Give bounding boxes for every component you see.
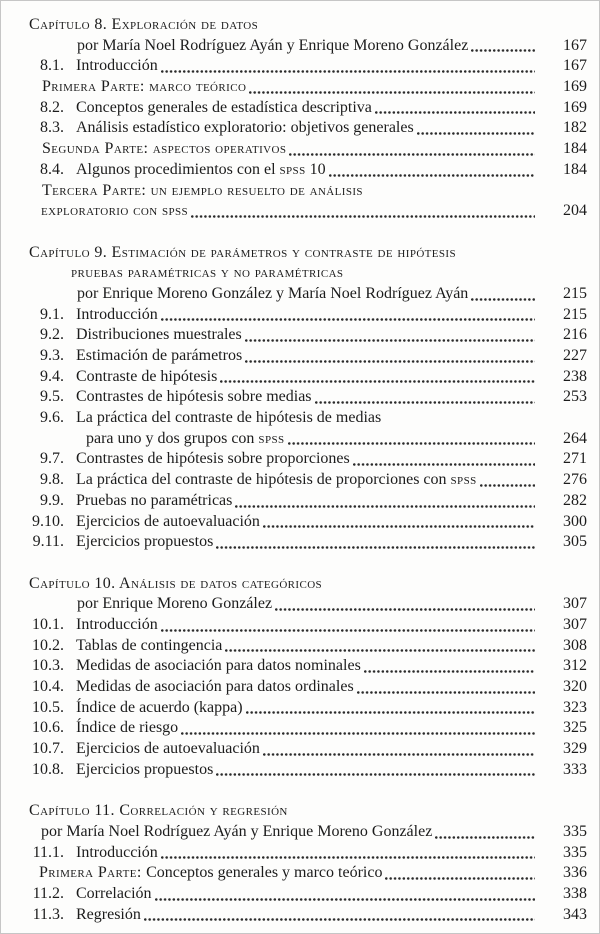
title-text-segment: Ejercicios propuestos <box>76 533 214 551</box>
toc-line <box>1 181 587 202</box>
title-smallcaps-segment: Capítulo 9. Estimación de parámetros y contraste de hipótesis <box>29 243 457 261</box>
title-smallcaps-segment: pruebas paramétricas y no paramétricas <box>71 264 344 282</box>
toc-line <box>1 305 587 326</box>
title-smallcaps-segment: spss <box>279 160 306 178</box>
toc-page-number: 329 <box>563 740 587 758</box>
dot-leader <box>158 305 541 326</box>
toc-entry-title <box>76 491 232 512</box>
toc-page-number: 320 <box>563 678 587 695</box>
title-text-segment: Introducción <box>76 843 158 861</box>
dot-leader <box>272 594 541 615</box>
dot-leader <box>432 822 541 843</box>
title-text-segment: Ejercicios propuestos <box>76 760 214 778</box>
toc-entry-title <box>76 636 222 657</box>
toc-page-number: 312 <box>563 657 587 675</box>
dot-leader <box>361 656 541 677</box>
toc-entry-title <box>86 429 285 450</box>
toc-line <box>1 263 587 284</box>
toc-entry-title <box>76 408 381 429</box>
toc-line <box>1 718 587 739</box>
title-smallcaps-segment: Primera Parte: marco teórico <box>42 78 247 96</box>
title-text-segment: por Enrique Moreno González <box>77 595 273 613</box>
dot-leader <box>477 470 541 491</box>
toc-page-number: 307 <box>563 615 587 633</box>
toc-line <box>1 470 587 491</box>
dot-leader <box>354 677 541 698</box>
toc-entry-number: 11.3. <box>32 905 64 923</box>
toc-line <box>1 636 587 657</box>
title-smallcaps-segment: Primera Parte: <box>39 864 147 882</box>
toc-entry-title <box>29 574 322 595</box>
title-text-segment: Ejercicios de autoevaluación <box>76 512 260 530</box>
toc-page-number: 276 <box>563 471 587 489</box>
title-text-segment: Contrastes de hipótesis sobre proporciones <box>76 450 350 468</box>
toc-entry-title <box>29 15 258 36</box>
title-smallcaps-segment: Tercera Parte: un ejemplo resuelto de análisis <box>42 181 363 199</box>
title-smallcaps-segment: Capítulo 11. Correlación y regresión <box>29 802 288 820</box>
toc-page-number: 215 <box>563 305 587 323</box>
title-text-segment: 10 <box>305 160 326 178</box>
title-text-segment: Introducción <box>76 615 158 633</box>
title-text-segment: Índice de riesgo <box>76 719 179 737</box>
toc-entry-number: 11.2. <box>32 884 64 902</box>
chapter-block <box>1 801 587 925</box>
toc-line <box>1 863 587 884</box>
title-smallcaps-segment: Segunda Parte: aspectos operativos <box>42 140 287 158</box>
toc-page-number: 167 <box>563 36 587 54</box>
toc-entry-title <box>76 698 243 719</box>
dot-leader <box>243 698 541 719</box>
toc-line <box>1 449 587 470</box>
toc-entry-title <box>42 181 363 202</box>
title-smallcaps-segment: spss <box>258 429 285 447</box>
toc-line <box>1 36 587 57</box>
dot-leader <box>188 201 541 222</box>
toc-line <box>1 698 587 719</box>
title-text-segment: Conceptos generales y marco teórico <box>146 864 383 882</box>
toc-page-number: 271 <box>563 450 587 468</box>
title-text-segment: Pruebas no paramétricas <box>76 491 233 509</box>
toc-entry-number: 9.10. <box>32 512 64 530</box>
dot-leader <box>246 77 541 98</box>
title-text-segment: Algunos procedimientos con el <box>76 160 280 178</box>
toc-line <box>1 408 587 429</box>
title-text-segment: Análisis estadístico exploratorio: objetivos generales <box>76 119 414 137</box>
toc-line <box>1 574 587 595</box>
toc-entry-number: 9.11. <box>32 533 64 551</box>
toc-entry-title <box>76 677 354 698</box>
toc-line <box>1 346 587 367</box>
toc-entry-number: 9.2. <box>40 326 64 344</box>
toc-entry-title <box>76 470 477 491</box>
dot-leader <box>152 884 541 905</box>
toc-line <box>1 387 587 408</box>
title-text-segment: por María Noel Rodríguez Ayán y Enrique Moreno González <box>41 822 433 840</box>
toc-line <box>1 491 587 512</box>
dot-leader <box>312 387 541 408</box>
title-smallcaps-segment: Capítulo 10. Análisis de datos categóricos <box>29 574 323 592</box>
title-text-segment: Correlación <box>76 884 152 902</box>
toc-page-number: 184 <box>563 140 587 158</box>
toc-entry-number: 11.1. <box>32 843 64 861</box>
title-text-segment: La práctica del contraste de hipótesis de proporciones con <box>76 471 451 489</box>
toc <box>1 15 587 925</box>
toc-entry-title <box>76 98 372 119</box>
title-text-segment: Contraste de hipótesis <box>76 367 218 385</box>
dot-leader <box>141 905 541 926</box>
toc-entry-number: 10.6. <box>32 719 64 737</box>
toc-line <box>1 594 587 615</box>
toc-page-number: 325 <box>563 719 587 737</box>
toc-entry-title <box>76 843 158 864</box>
toc-entry-title <box>76 118 414 139</box>
toc-page-number: 184 <box>563 160 587 178</box>
toc-entry-title <box>76 160 326 181</box>
toc-entry-number: 9.3. <box>40 347 64 364</box>
toc-entry-title <box>76 449 350 470</box>
dot-leader <box>414 118 541 139</box>
toc-page-number: 227 <box>563 347 587 364</box>
toc-entry-number: 10.3. <box>32 657 64 675</box>
toc-line <box>1 243 587 264</box>
title-text-segment: Conceptos generales de estadística descriptiva <box>76 98 372 116</box>
toc-page-number: 216 <box>563 326 587 344</box>
toc-entry-number: 10.2. <box>32 636 64 654</box>
toc-page-number: 305 <box>563 533 587 551</box>
toc-line <box>1 615 587 636</box>
title-text-segment: por María Noel Rodríguez Ayán y Enrique Moreno González <box>77 36 469 54</box>
dot-leader <box>350 449 541 470</box>
toc-entry-title <box>76 905 141 926</box>
toc-page-number: 300 <box>563 512 587 530</box>
toc-entry-title <box>76 325 242 346</box>
title-text-segment: Introducción <box>76 305 158 323</box>
toc-line <box>1 15 587 36</box>
dot-leader <box>242 346 541 367</box>
dot-leader <box>286 139 541 160</box>
toc-page-number: 338 <box>563 884 587 902</box>
toc-entry-number: 9.8. <box>40 471 64 489</box>
toc-line <box>1 56 587 77</box>
title-text-segment: Ejercicios de autoevaluación <box>76 740 260 758</box>
toc-line <box>1 884 587 905</box>
toc-line <box>1 822 587 843</box>
dot-leader <box>260 739 541 760</box>
toc-line <box>1 429 587 450</box>
toc-page-number: 335 <box>563 843 587 861</box>
toc-entry-title <box>76 367 217 388</box>
dot-leader <box>213 760 541 781</box>
dot-leader <box>260 512 541 533</box>
toc-entry-title <box>41 201 188 222</box>
toc-entry-number: 8.2. <box>40 98 64 116</box>
dot-leader <box>232 491 541 512</box>
toc-entry-number: 9.9. <box>40 491 64 509</box>
toc-entry-title <box>76 346 242 367</box>
title-text-segment: por Enrique Moreno González y María Noel Rodríguez Ayán <box>77 284 469 302</box>
toc-entry-title <box>39 863 382 884</box>
toc-line <box>1 284 587 305</box>
toc-entry-number: 8.3. <box>40 119 64 137</box>
dot-leader <box>158 843 541 864</box>
title-text-segment: Estimación de parámetros <box>76 347 243 364</box>
dot-leader <box>213 532 541 553</box>
toc-line <box>1 843 587 864</box>
dot-leader <box>285 429 542 450</box>
toc-page-number: 238 <box>563 367 587 385</box>
toc-line <box>1 201 587 222</box>
dot-leader <box>178 718 541 739</box>
toc-entry-number: 10.7. <box>32 740 64 758</box>
title-text-segment: Distribuciones muestrales <box>76 326 242 344</box>
toc-entry-title <box>76 884 152 905</box>
title-text-segment: La práctica del contraste de hipótesis de medias <box>76 409 382 427</box>
dot-leader <box>468 284 541 305</box>
dot-leader <box>217 367 541 388</box>
toc-entry-number: 9.6. <box>40 409 64 427</box>
dot-leader <box>468 36 541 57</box>
toc-entry-title <box>76 739 260 760</box>
toc-entry-title <box>42 139 286 160</box>
toc-page-number: 215 <box>563 284 587 302</box>
toc-page-number: 335 <box>563 822 587 840</box>
title-text-segment: Introducción <box>76 57 158 75</box>
toc-line <box>1 760 587 781</box>
dot-leader <box>158 615 541 636</box>
toc-page-number: 323 <box>563 698 587 716</box>
toc-page-number: 336 <box>563 864 587 882</box>
toc-entry-number: 9.1. <box>40 305 64 323</box>
toc-line <box>1 801 587 822</box>
toc-page-number: 343 <box>563 905 587 923</box>
toc-entry-title <box>76 718 178 739</box>
title-smallcaps-segment: spss <box>450 471 477 489</box>
toc-entry-title <box>77 284 468 305</box>
toc-entry-title <box>76 760 213 781</box>
toc-entry-number: 10.4. <box>32 678 64 695</box>
toc-line <box>1 139 587 160</box>
toc-line <box>1 160 587 181</box>
toc-page-number: 308 <box>563 636 587 654</box>
title-text-segment: Medidas de asociación para datos ordinales <box>76 678 354 695</box>
toc-entry-title <box>76 387 312 408</box>
toc-page-number: 204 <box>563 202 587 220</box>
title-text-segment: para uno y dos grupos con <box>86 429 259 447</box>
toc-line <box>1 677 587 698</box>
toc-line <box>1 77 587 98</box>
title-text-segment: Tablas de contingencia <box>76 636 223 654</box>
toc-page-number: 169 <box>563 98 587 116</box>
title-smallcaps-segment: Capítulo 8. Exploración de datos <box>29 16 259 33</box>
toc-entry-number: 8.4. <box>40 160 64 178</box>
toc-entry-title <box>76 305 158 326</box>
toc-page-number: 333 <box>563 760 587 778</box>
toc-line <box>1 367 587 388</box>
toc-line <box>1 656 587 677</box>
toc-entry-title <box>77 594 272 615</box>
dot-leader <box>326 160 541 181</box>
toc-entry-number: 8.1. <box>40 57 64 75</box>
toc-entry-number: 10.8. <box>32 760 64 778</box>
toc-line <box>1 325 587 346</box>
toc-page-number: 182 <box>563 119 587 137</box>
toc-page-number: 307 <box>563 595 587 613</box>
dot-leader <box>222 636 541 657</box>
toc-entry-title <box>41 822 432 843</box>
toc-entry-number: 9.7. <box>40 450 64 468</box>
chapter-block <box>1 15 587 222</box>
toc-entry-title <box>76 512 260 533</box>
toc-entry-title <box>29 801 288 822</box>
toc-page-number: 169 <box>563 78 587 96</box>
title-text-segment: Contrastes de hipótesis sobre medias <box>76 388 312 406</box>
title-text-segment: Regresión <box>76 905 141 923</box>
title-smallcaps-segment: exploratorio con spss <box>41 202 189 220</box>
toc-entry-title <box>71 263 343 284</box>
dot-leader <box>158 56 541 77</box>
toc-page-number: 264 <box>563 429 587 447</box>
chapter-block <box>1 574 587 781</box>
toc-page-number: 282 <box>563 491 587 509</box>
toc-page-number: 253 <box>563 388 587 406</box>
toc-page-number: 167 <box>563 57 587 75</box>
toc-entry-title <box>76 532 213 553</box>
title-text-segment: Índice de acuerdo (kappa) <box>76 698 243 716</box>
chapter-block <box>1 243 587 553</box>
toc-entry-title <box>29 243 456 264</box>
toc-entry-title <box>76 56 158 77</box>
dot-leader <box>372 98 541 119</box>
toc-entry-number: 10.5. <box>32 698 64 716</box>
toc-line <box>1 905 587 926</box>
toc-line <box>1 98 587 119</box>
toc-entry-number: 9.4. <box>40 367 64 385</box>
toc-line <box>1 512 587 533</box>
toc-line <box>1 532 587 553</box>
title-text-segment: Medidas de asociación para datos nominales <box>76 657 361 675</box>
dot-leader <box>242 325 541 346</box>
toc-line <box>1 739 587 760</box>
toc-entry-number: 9.5. <box>40 388 64 406</box>
toc-entry-number: 10.1. <box>32 615 64 633</box>
toc-entry-title <box>42 77 246 98</box>
toc-entry-title <box>76 615 158 636</box>
toc-line <box>1 118 587 139</box>
toc-entry-title <box>76 656 361 677</box>
toc-entry-title <box>77 36 468 57</box>
dot-leader <box>382 863 541 884</box>
